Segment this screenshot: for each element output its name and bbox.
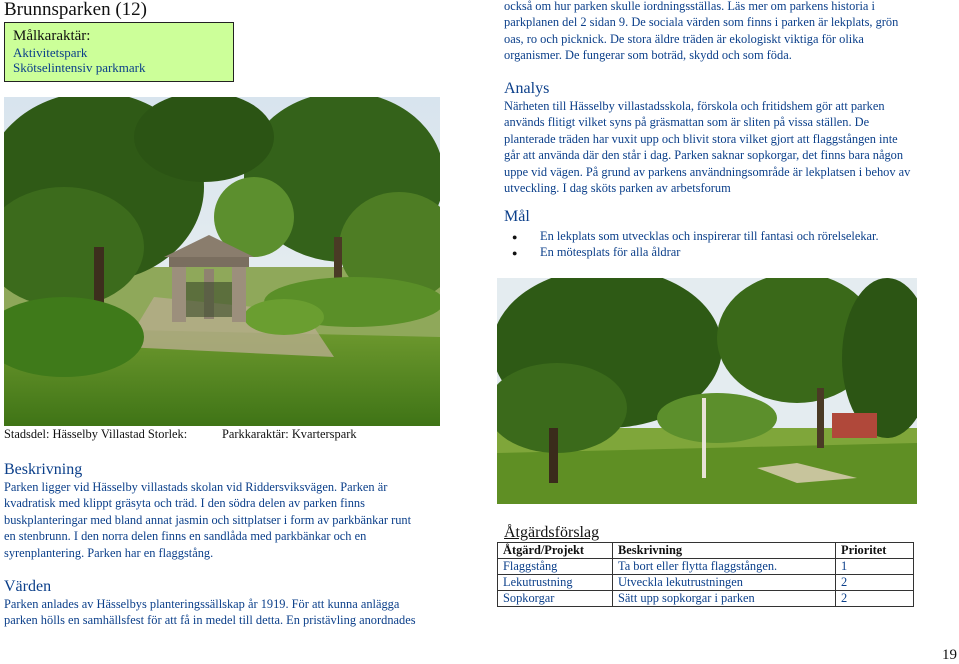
table-row — [498, 575, 914, 591]
analys-line: går att använda där den står i dag. Parken saknar sopkorgar, det finns bara någon — [504, 148, 904, 163]
table-cell: 2 — [836, 591, 914, 607]
table-cell: 2 — [836, 575, 914, 591]
goal-maintenance: Skötselintensiv parkmark — [13, 60, 146, 75]
district-stadsdel: Stadsdel: Hässelby Villastad Storlek: — [4, 427, 188, 441]
beskrivning-line: Parken ligger vid Hässelby villastads skolan vid Riddersviksvägen. Parken är — [4, 480, 388, 494]
table-row — [498, 559, 914, 575]
beskrivning-line: en stenbrunn. I den norra delen finns en sandlåda med parkbänkar och en — [4, 529, 367, 544]
page-title: Brunnsparken (12) — [4, 0, 147, 20]
varden-section — [4, 578, 474, 629]
analys-heading: Analys — [504, 80, 550, 97]
beskrivning-section — [4, 461, 474, 561]
column-header: Prioritet — [836, 543, 914, 559]
table-cell: Sopkorgar — [498, 591, 613, 607]
park-photo-gazebo — [4, 97, 440, 426]
page-number: 19 — [942, 647, 957, 663]
table-cell: Sätt upp sopkorgar i parken — [613, 591, 836, 607]
beskrivning-line: buskplanteringar med bland annat jasmin och sittplatser i form av parkbänkar runt — [4, 512, 412, 527]
table-cell: Lekutrustning — [498, 575, 613, 591]
analys-line: används flitigt vilket syns på gräsmattan som är sliten på vissa ställen. De — [504, 115, 870, 130]
atgard-table — [497, 542, 914, 607]
intro-line: parkplanen del 2 sidan 9. De sociala värden som finns i parken är lekplats, grön — [504, 15, 899, 30]
table-cell: Ta bort eller flytta flaggstången. — [613, 559, 836, 575]
atgard-section — [504, 524, 599, 542]
mal-item: ● En mötesplats för alla åldrar — [504, 244, 954, 260]
beskrivning-line: syrenplantering. Parken har en flaggstång. — [4, 545, 214, 560]
table-row — [498, 591, 914, 607]
varden-line: parken hölls en samhällsfest för att få in medel till detta. En pristävling anordnades — [4, 613, 416, 628]
intro-line: också om hur parken skulle iordningsställas. Läs mer om parkens historia i — [504, 0, 875, 13]
analys-section — [504, 80, 954, 196]
goal-box — [4, 22, 234, 82]
intro-line: oas, ro och picknick. De stora äldre träden är ekologiskt viktiga för olika — [504, 31, 864, 46]
analys-line: uppe vid vägen. På grund av parkens användningsområde är lekplatsen i behov av — [504, 164, 911, 179]
mal-heading: Mål — [504, 208, 530, 225]
atgard-table-wrap — [497, 542, 914, 607]
varden-line: Parken anlades av Hässelbys planteringssällskap år 1919. För att kunna anlägga — [4, 597, 400, 611]
atgard-heading: Åtgärdsförslag — [504, 524, 600, 541]
table-cell: Utveckla lekutrustningen — [613, 575, 836, 591]
column-header: Åtgärd/Projekt — [498, 543, 613, 559]
mal-section — [504, 208, 954, 261]
goal-heading: Målkaraktär: — [13, 28, 91, 44]
intro-line: organismer. De fungerar som boträd, skydd och som föda. — [504, 48, 792, 63]
district-parkkaraktar: Parkkaraktär: Kvarterspark — [222, 427, 357, 441]
beskrivning-heading: Beskrivning — [4, 461, 83, 478]
mal-item: ● En lekplats som utvecklas och inspirerar till fantasi och rörelselekar. — [504, 228, 954, 244]
analys-line: Närheten till Hässelby villastadsskola, förskola och fritidshem gör att parken — [504, 99, 885, 113]
analys-line: planterade träden har vuxit upp och blivit stora vilket gjort att flaggstången inte — [504, 131, 898, 146]
park-photo-lawn — [497, 278, 917, 504]
goal-character: Aktivitetspark — [13, 45, 88, 60]
table-header-row — [498, 543, 914, 559]
table-cell: Flaggstång — [498, 559, 613, 575]
beskrivning-line: kvadratisk med klippt gräsyta och träd. I den södra delen av parken finns — [4, 496, 365, 511]
intro-text — [504, 0, 954, 64]
varden-heading: Värden — [4, 578, 52, 595]
column-header: Beskrivning — [613, 543, 836, 559]
table-cell: 1 — [836, 559, 914, 575]
analys-line: utveckling. I dag sköts parken av arbetsforum — [504, 181, 731, 196]
mal-list — [504, 228, 954, 261]
